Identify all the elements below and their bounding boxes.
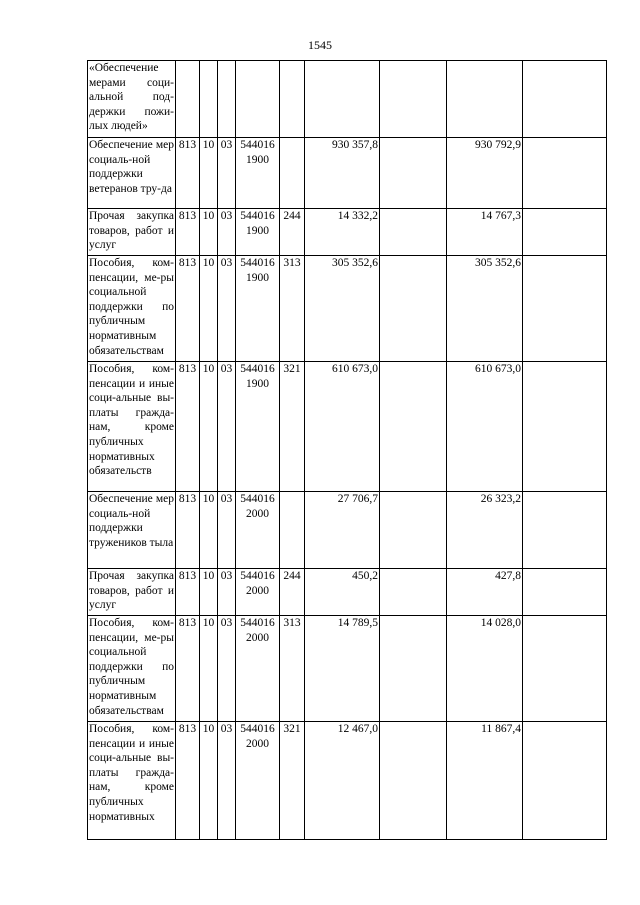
expense-type-code: 313	[280, 616, 305, 722]
target-article-code: 544016 2000	[236, 492, 280, 569]
expense-type-code: 321	[280, 722, 305, 840]
amount-4	[523, 61, 607, 138]
amount-1: 610 673,0	[305, 362, 380, 492]
expense-type-code: 313	[280, 256, 305, 362]
amount-2	[380, 616, 447, 722]
item-name: Пособия, ком-пенсации, ме-ры социальной поддержки по публичным нормативным обязательствам	[88, 256, 176, 362]
amount-1: 14 789,5	[305, 616, 380, 722]
amount-3: 610 673,0	[447, 362, 523, 492]
expense-type-code	[280, 138, 305, 209]
amount-4	[523, 138, 607, 209]
section-code: 10	[200, 492, 218, 569]
target-article-code: 544016 1900	[236, 209, 280, 256]
amount-4	[523, 569, 607, 616]
amount-4	[523, 362, 607, 492]
item-name: Обеспечение мер социаль-ной поддержки ветеранов тру-да	[88, 138, 176, 209]
expense-type-code	[280, 492, 305, 569]
amount-1: 14 332,2	[305, 209, 380, 256]
amount-1: 305 352,6	[305, 256, 380, 362]
subsection-code: 03	[218, 256, 236, 362]
target-article-code: 544016 1900	[236, 256, 280, 362]
subsection-code: 03	[218, 616, 236, 722]
section-code: 10	[200, 616, 218, 722]
section-code: 10	[200, 138, 218, 209]
table-row	[88, 256, 607, 362]
amount-3	[447, 61, 523, 138]
ved-code	[176, 61, 200, 138]
ved-code: 813	[176, 616, 200, 722]
table-row	[88, 61, 607, 138]
amount-2	[380, 569, 447, 616]
amount-3: 26 323,2	[447, 492, 523, 569]
expense-type-code: 321	[280, 362, 305, 492]
target-article-code: 544016 2000	[236, 616, 280, 722]
ved-code: 813	[176, 209, 200, 256]
ved-code: 813	[176, 256, 200, 362]
amount-2	[380, 256, 447, 362]
item-name: Пособия, ком-пенсации, ме-ры социальной поддержки по публичным нормативным обязательствам	[88, 616, 176, 722]
amount-1: 450,2	[305, 569, 380, 616]
subsection-code: 03	[218, 722, 236, 840]
item-name: Прочая закупка товаров, работ и услуг	[88, 569, 176, 616]
section-code: 10	[200, 256, 218, 362]
ved-code: 813	[176, 362, 200, 492]
ved-code: 813	[176, 492, 200, 569]
item-name: Пособия, ком-пенсации и иные соци-альные вы-платы гражда-нам, кроме публичных нормативных обязательств	[88, 362, 176, 492]
amount-4	[523, 492, 607, 569]
amount-4	[523, 722, 607, 840]
amount-2	[380, 209, 447, 256]
table-row	[88, 209, 607, 256]
amount-4	[523, 256, 607, 362]
ved-code: 813	[176, 138, 200, 209]
expense-type-code: 244	[280, 209, 305, 256]
target-article-code: 544016 2000	[236, 569, 280, 616]
amount-2	[380, 492, 447, 569]
budget-table-body	[88, 61, 607, 840]
amount-3: 427,8	[447, 569, 523, 616]
amount-4	[523, 209, 607, 256]
subsection-code: 03	[218, 569, 236, 616]
budget-table	[87, 60, 607, 840]
item-name: «Обеспечение мерами соци-альной под-держки пожи-лых людей»	[88, 61, 176, 138]
amount-1: 930 357,8	[305, 138, 380, 209]
expense-type-code: 244	[280, 569, 305, 616]
page-number: 1545	[308, 38, 332, 52]
amount-2	[380, 722, 447, 840]
table-row	[88, 569, 607, 616]
expense-type-code	[280, 61, 305, 138]
amount-3: 14 028,0	[447, 616, 523, 722]
subsection-code: 03	[218, 138, 236, 209]
amount-3: 11 867,4	[447, 722, 523, 840]
section-code	[200, 61, 218, 138]
table-row	[88, 616, 607, 722]
amount-1: 12 467,0	[305, 722, 380, 840]
target-article-code: 544016 2000	[236, 722, 280, 840]
ved-code: 813	[176, 722, 200, 840]
amount-4	[523, 616, 607, 722]
amount-3: 14 767,3	[447, 209, 523, 256]
table-row	[88, 722, 607, 840]
ved-code: 813	[176, 569, 200, 616]
section-code: 10	[200, 722, 218, 840]
section-code: 10	[200, 569, 218, 616]
table-row	[88, 492, 607, 569]
amount-1	[305, 61, 380, 138]
item-name: Прочая закупка товаров, работ и услуг	[88, 209, 176, 256]
amount-1: 27 706,7	[305, 492, 380, 569]
subsection-code: 03	[218, 492, 236, 569]
subsection-code: 03	[218, 209, 236, 256]
item-name: Обеспечение мер социаль-ной поддержки тружеников тыла	[88, 492, 176, 569]
amount-2	[380, 362, 447, 492]
target-article-code: 544016 1900	[236, 362, 280, 492]
subsection-code: 03	[218, 362, 236, 492]
item-name: Пособия, ком-пенсации и иные соци-альные вы-платы гражда-нам, кроме публичных нормативных	[88, 722, 176, 840]
target-article-code: 544016 1900	[236, 138, 280, 209]
amount-3: 930 792,9	[447, 138, 523, 209]
amount-2	[380, 138, 447, 209]
subsection-code	[218, 61, 236, 138]
section-code: 10	[200, 209, 218, 256]
section-code: 10	[200, 362, 218, 492]
amount-3: 305 352,6	[447, 256, 523, 362]
target-article-code	[236, 61, 280, 138]
amount-2	[380, 61, 447, 138]
table-row	[88, 362, 607, 492]
table-row	[88, 138, 607, 209]
